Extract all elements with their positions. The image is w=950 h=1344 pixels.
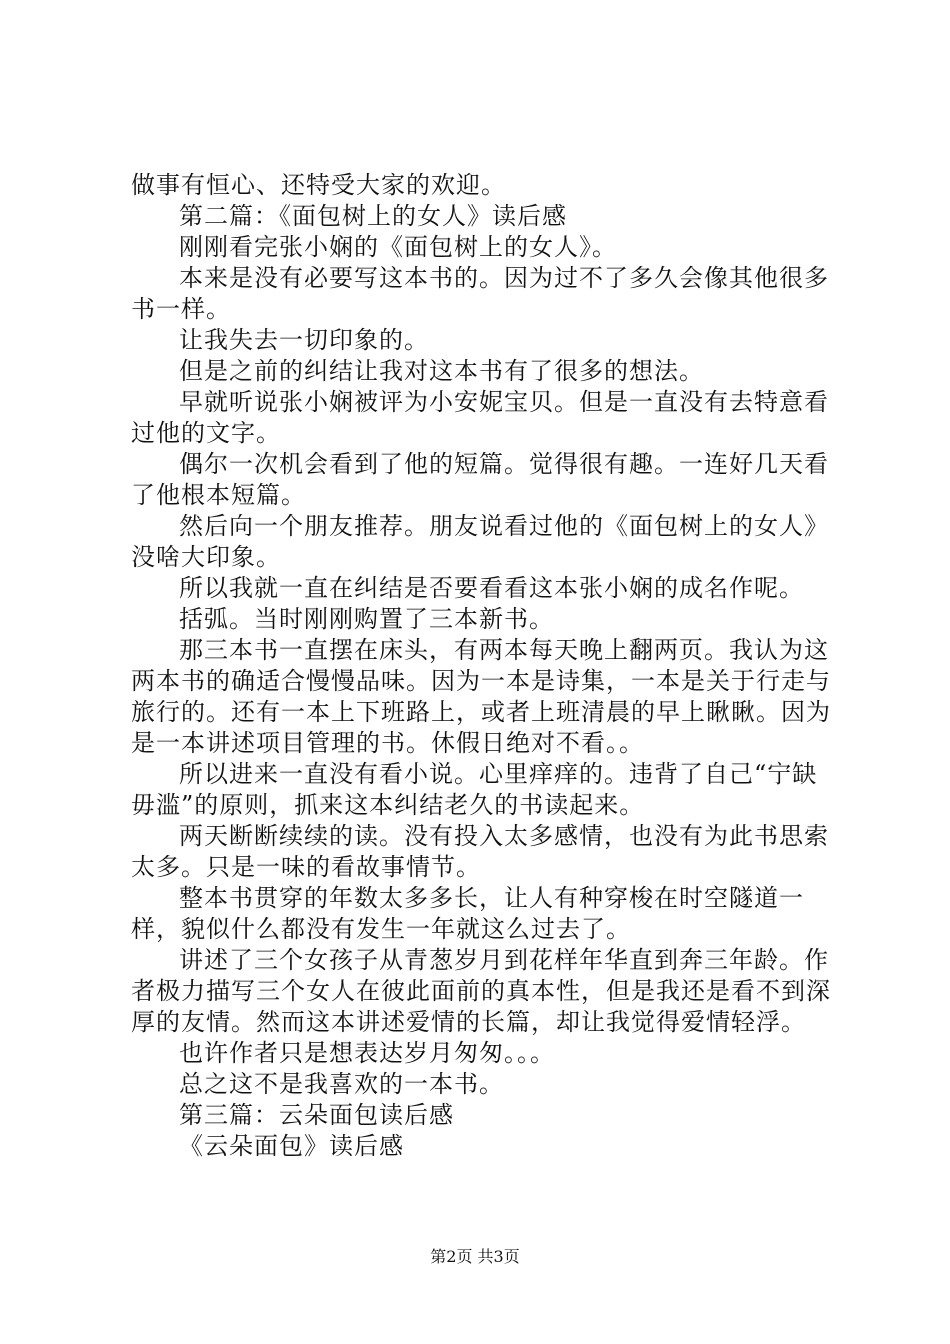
section-heading: 第三篇：云朵面包读后感: [179, 1101, 454, 1129]
paragraph: 但是之前的纠结让我对这本书有了很多的想法。: [179, 357, 704, 385]
paragraph: 所以我就一直在纠结是否要看看这本张小娴的成名作呢。: [179, 574, 804, 602]
paragraph: 那三本书一直摆在床头，有两本每天晚上翻两页。我认为这两本书的确适合慢慢品味。因为一本是诗集，一本是关于行走与旅行的。还有一本上下班路上，或者上班清晨的早上瞅瞅。因为是一本讲述项目管理的书。休假日绝对不看。。: [131, 636, 831, 757]
paragraph: 两天断断续续的读。没有投入太多感情，也没有为此书思索太多。只是一味的看故事情节。: [131, 822, 829, 881]
paragraph: 做事有恒心、还特受大家的欢迎。: [131, 171, 506, 199]
page-footer: [0, 1247, 950, 1267]
paragraph: 本来是没有必要写这本书的。因为过不了多久会像其他很多书一样。: [131, 264, 829, 323]
paragraph: 括弧。当时刚刚购置了三本新书。: [179, 605, 554, 633]
document-body: [131, 170, 831, 1162]
paragraph: 早就听说张小娴被评为小安妮宝贝。但是一直没有去特意看过他的文字。: [131, 388, 829, 447]
paragraph: 然后向一个朋友推荐。朋友说看过他的《面包树上的女人》没啥大印象。: [131, 512, 829, 571]
paragraph: 刚刚看完张小娴的《面包树上的女人》。: [179, 233, 617, 261]
paragraph: 《云朵面包》读后感: [179, 1132, 404, 1160]
page-number-label: 第2页 共3页: [430, 1247, 520, 1266]
paragraph: 整本书贯穿的年数太多多长，让人有种穿梭在时空隧道一样，貌似什么都没有发生一年就这么过去了。: [131, 884, 804, 943]
paragraph: 所以进来一直没有看小说。心里痒痒的。违背了自己“宁缺毋滥”的原则，抓来这本纠结老久的书读起来。: [131, 760, 818, 819]
paragraph: 总之这不是我喜欢的一本书。: [179, 1070, 504, 1098]
section-heading: 第二篇：《面包树上的女人》读后感: [179, 202, 567, 230]
paragraph: 偶尔一次机会看到了他的短篇。觉得很有趣。一连好几天看了他根本短篇。: [131, 450, 829, 509]
paragraph: 讲述了三个女孩子从青葱岁月到花样年华直到奔三年龄。作者极力描写三个女人在彼此面前的真本性，但是我还是看不到深厚的友情。然而这本讲述爱情的长篇，却让我觉得爱情轻浮。: [131, 946, 831, 1036]
paragraph: 也许作者只是想表达岁月匆匆。。。: [179, 1039, 555, 1067]
paragraph: 让我失去一切印象的。: [179, 326, 429, 354]
